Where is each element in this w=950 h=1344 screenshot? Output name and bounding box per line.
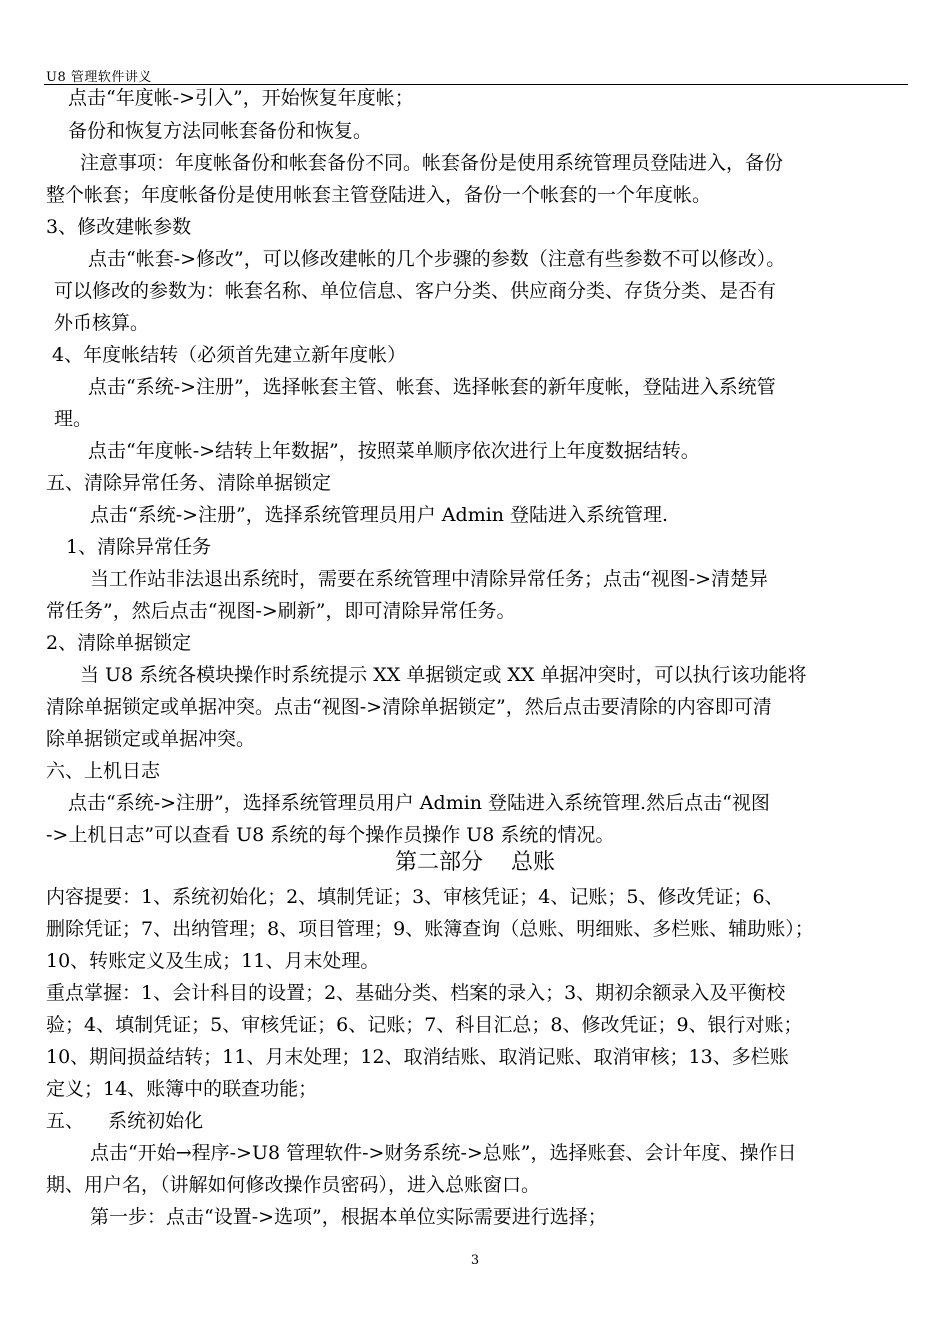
text-line: 10、期间损益结转；11、月末处理；12、取消结账、取消记账、取消审核；13、多栏账 [46,1046,789,1068]
text-line: 定义；14、账簿中的联查功能； [46,1078,318,1100]
text-line: 点击“年度帐->结转上年数据”，按照菜单顺序依次进行上年度数据结转。 [88,440,700,462]
text-line: 备份和恢复方法同帐套备份和恢复。 [68,120,373,142]
text-line: 删除凭证；7、出纳管理；8、项目管理；9、账簿查询（总账、明细账、多栏账、辅助账）； [46,918,814,940]
section-heading: 六、上机日志 [46,760,161,782]
text-line: 10、转账定义及生成；11、月末处理。 [46,950,380,972]
text-line: 期、用户名，（讲解如何修改操作员密码），进入总账窗口。 [46,1174,541,1196]
text-line: 注意事项：年度帐备份和帐套备份不同。帐套备份是使用系统管理员登陆进入，备份 [80,152,784,174]
text-line: 可以修改的参数为：帐套名称、单位信息、客户分类、供应商分类、存货分类、是否有 [54,280,777,302]
text-line: 除单据锁定或单据冲突。 [46,728,256,750]
running-header: U8 管理软件讲义 [46,70,152,85]
text-line: 常任务”，然后点击“视图->刷新”，即可清除异常任务。 [46,600,516,622]
text-line: 第一步：点击“设置->选项”，根据本单位实际需要进行选择； [90,1206,607,1228]
text-line: 当 U8 系统各模块操作时系统提示 XX 单据锁定或 XX 单据冲突时，可以执行该功能将 [80,664,807,686]
text-line: ->上机日志”可以查看 U8 系统的每个操作员操作 U8 系统的情况。 [46,824,615,846]
text-line: 理。 [54,408,93,430]
page-number: 3 [470,1253,480,1268]
text-line: 验；4、填制凭证；5、审核凭证；6、记账；7、科目汇总；8、修改凭证；9、银行对账； [46,1014,803,1036]
section-heading: 3、修改建帐参数 [46,216,192,238]
section-heading: 五、 系统初始化 [46,1110,204,1132]
text-line: 点击“系统->注册”，选择帐套主管、帐套、选择帐套的新年度帐，登陆进入系统管 [88,376,776,398]
section-heading: 4、年度帐结转（必须首先建立新年度帐） [52,344,407,366]
text-line: 外币核算。 [54,312,150,334]
text-line: 点击“系统->注册”，选择系统管理员用户 Admin 登陆进入系统管理.然后点击“视图 [68,792,770,814]
text-line: 整个帐套；年度帐备份是使用帐套主管登陆进入，备份一个帐套的一个年度帐。 [46,184,712,206]
text-line: 重点掌握：1、会计科目的设置；2、基础分类、档案的录入；3、期初余额录入及平衡校 [46,982,786,1004]
section-heading: 1、清除异常任务 [66,536,212,558]
section-heading: 2、清除单据锁定 [46,632,192,654]
section-heading: 五、清除异常任务、清除单据锁定 [46,472,332,494]
text-line: 内容提要：1、系统初始化；2、填制凭证；3、审核凭证；4、记账；5、修改凭证；6、 [46,886,784,908]
text-line: 点击“年度帐->引入”，开始恢复年度帐； [68,87,414,109]
part-heading: 第二部分 总账 [395,850,555,875]
text-line: 当工作站非法退出系统时，需要在系统管理中清除异常任务；点击“视图->清楚异 [90,568,769,590]
text-line: 点击“帐套->修改”，可以修改建帐的几个步骤的参数（注意有些参数不可以修改）。 [88,248,786,270]
text-line: 清除单据锁定或单据冲突。点击“视图->清除单据锁定”，然后点击要清除的内容即可清 [46,696,772,718]
text-line: 点击“系统->注册”，选择系统管理员用户 Admin 登陆进入系统管理. [90,504,669,526]
text-line: 点击“开始→程序->U8 管理软件->财务系统->总账”，选择账套、会计年度、操作日 [90,1142,797,1164]
